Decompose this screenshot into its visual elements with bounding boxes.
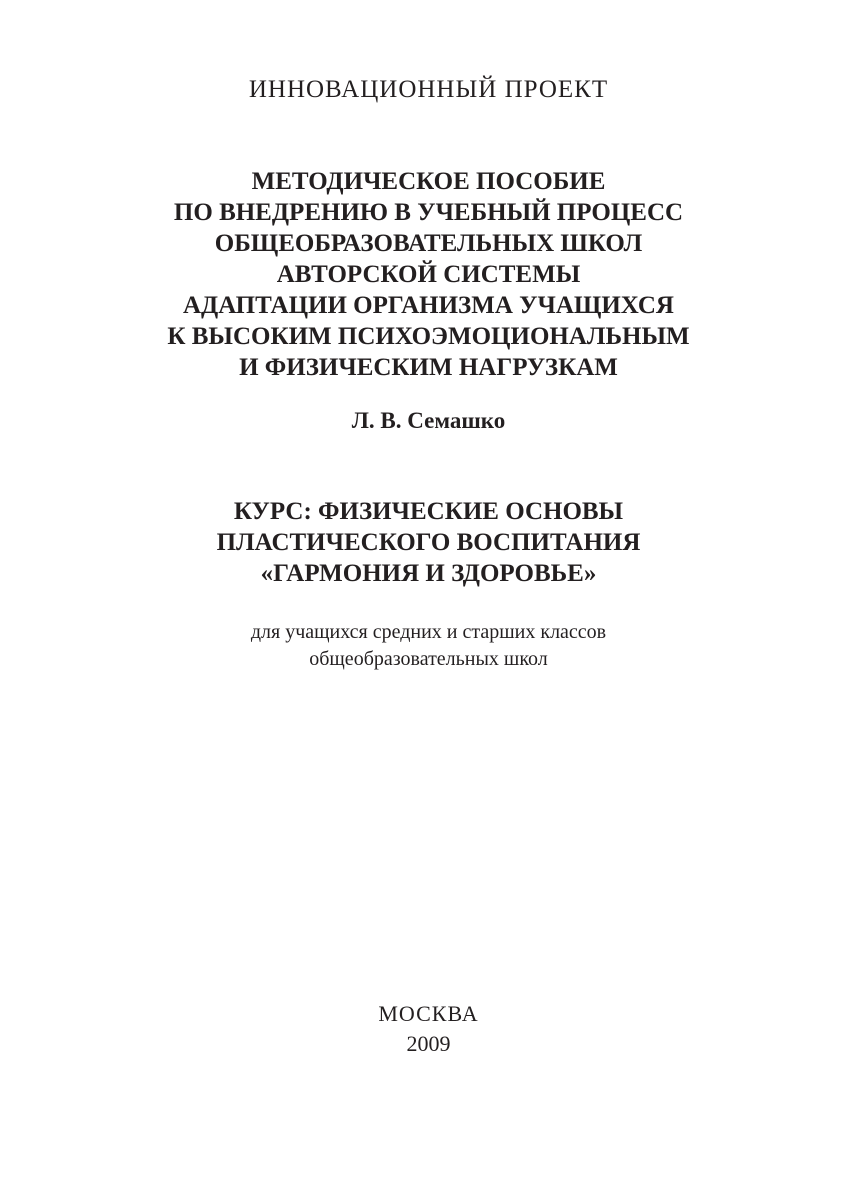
publication-city: МОСКВА — [378, 1001, 479, 1026]
title-line: АВТОРСКОЙ СИСТЕМЫ — [276, 261, 581, 288]
title-line: ОБЩЕОБРАЗОВАТЕЛЬНЫХ ШКОЛ — [214, 230, 643, 257]
course-title-line: ПЛАСТИЧЕСКОГО ВОСПИТАНИЯ — [216, 529, 641, 556]
course-title — [0, 496, 857, 589]
document-title — [0, 166, 857, 383]
title-line: К ВЫСОКИМ ПСИХОЭМОЦИОНАЛЬНЫМ — [167, 323, 690, 350]
audience-line: для учащихся средних и старших классов — [250, 621, 607, 643]
audience-line: общеобразовательных школ — [309, 648, 548, 670]
audience-note — [0, 619, 857, 673]
course-title-line: «ГАРМОНИЯ И ЗДОРОВЬЕ» — [260, 560, 597, 587]
title-line: АДАПТАЦИИ ОРГАНИЗМА УЧАЩИХСЯ — [182, 292, 674, 319]
author-name: Л. В. Семашко — [351, 408, 506, 433]
course-title-line: КУРС: ФИЗИЧЕСКИЕ ОСНОВЫ — [233, 498, 624, 525]
title-line: ПО ВНЕДРЕНИЮ В УЧЕБНЫЙ ПРОЦЕСС — [173, 199, 684, 226]
title-line: И ФИЗИЧЕСКИМ НАГРУЗКАМ — [239, 354, 618, 381]
project-label: ИННОВАЦИОННЫЙ ПРОЕКТ — [248, 76, 609, 103]
publication-year: 2009 — [406, 1031, 451, 1056]
title-line: МЕТОДИЧЕСКОЕ ПОСОБИЕ — [251, 168, 606, 195]
